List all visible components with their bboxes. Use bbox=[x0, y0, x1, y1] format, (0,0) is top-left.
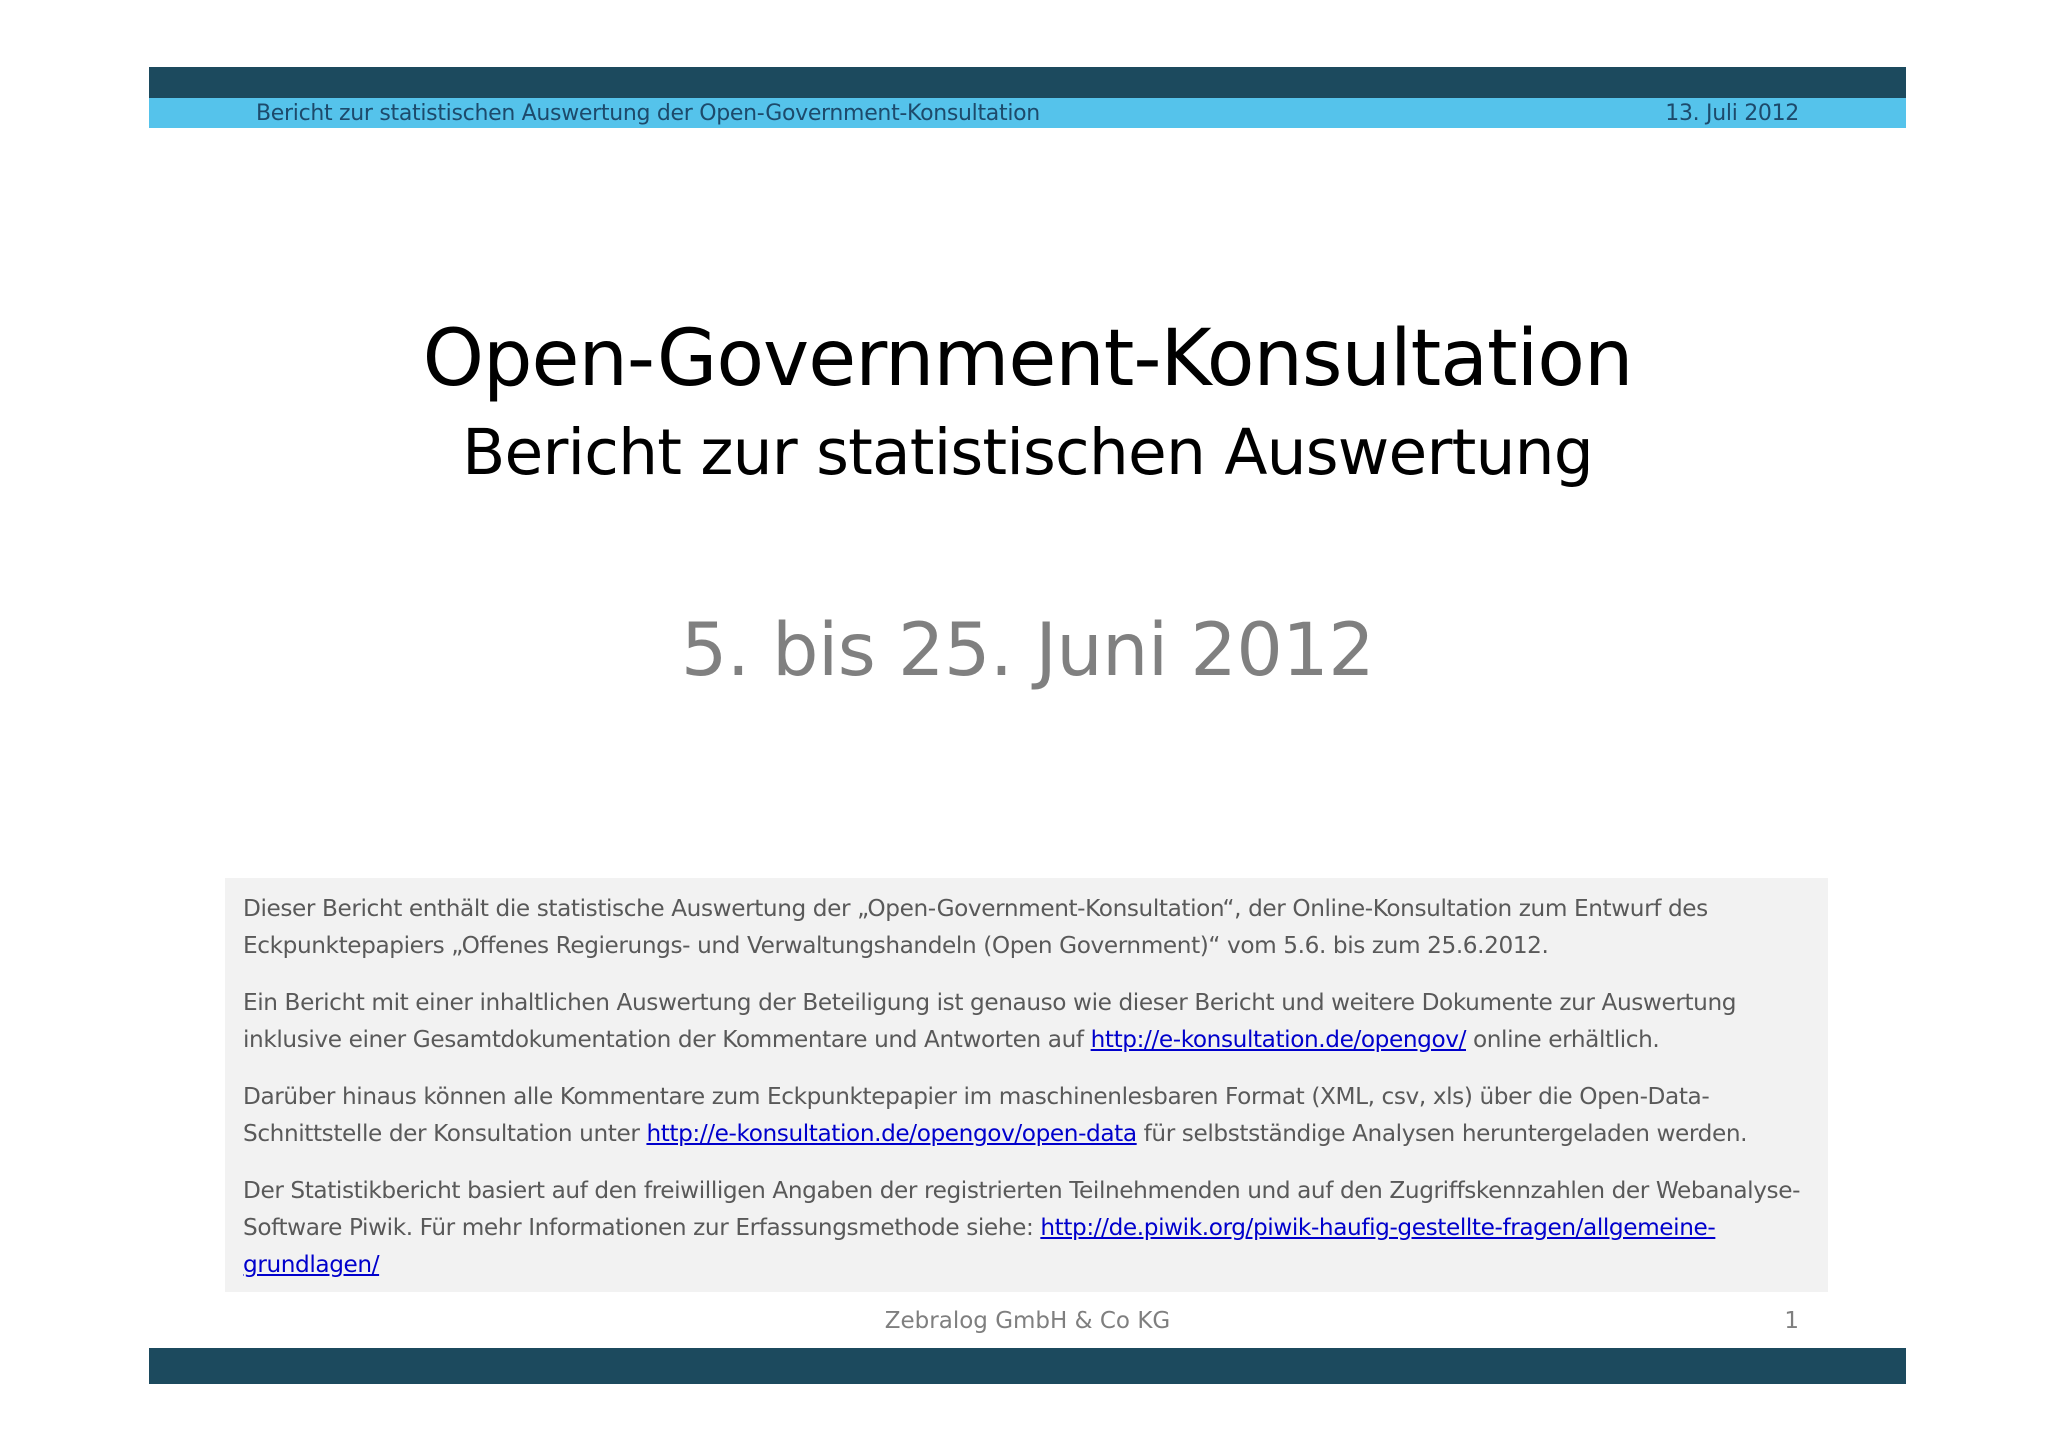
header-title: Bericht zur statistischen Auswertung der Open-Government-Konsultation bbox=[256, 101, 1040, 126]
info-paragraph-2 bbox=[243, 984, 1810, 1058]
info-text: für selbstständige Analysen heruntergeladen werden. bbox=[1136, 1120, 1748, 1147]
info-paragraph-3 bbox=[243, 1078, 1810, 1152]
info-text: Der Statistikbericht basiert auf den freiwilligen Angaben der registrierten Teilnehmenden und auf den Zugriffskennzahlen der Webanalyse-Software Piwik. Für mehr Informationen zur Erfassungsmethode siehe: bbox=[243, 1177, 1801, 1241]
footer-company: Zebralog GmbH & Co KG bbox=[884, 1308, 1171, 1334]
piwik-link[interactable]: http://de.piwik.org/piwik-haufig-gestellte-fragen/allgemeine-grundlagen/ bbox=[243, 1214, 1716, 1278]
slide bbox=[149, 67, 1906, 1384]
info-paragraph-4 bbox=[243, 1172, 1810, 1283]
page-title: Open-Government-Konsultation bbox=[422, 314, 1633, 404]
page-number: 1 bbox=[1784, 1308, 1799, 1334]
date-range: 5. bis 25. Juni 2012 bbox=[680, 608, 1375, 693]
header-date: 13. Juli 2012 bbox=[1665, 101, 1799, 126]
info-text: Darüber hinaus können alle Kommentare zum Eckpunktepapier im maschinenlesbaren Format (XML, csv, xls) über die Open-Data-Schnittstelle der Konsultation unter bbox=[243, 1083, 1710, 1147]
open-data-link[interactable]: http://e-konsultation.de/opengov/open-data bbox=[646, 1120, 1137, 1147]
info-box bbox=[225, 878, 1828, 1292]
info-paragraph-1: Dieser Bericht enthält die statistische Auswertung der „Open-Government-Konsultation“, der Online-Konsultation zum Entwurf des Eckpunktepapiers „Offenes Regierungs- und Verwaltungshandeln (Open Government)“ vom 5.6. bis zum 25.6.2012. bbox=[243, 895, 1708, 959]
info-text: online erhältlich. bbox=[1466, 1026, 1660, 1053]
page-subtitle: Bericht zur statistischen Auswertung bbox=[462, 416, 1593, 489]
footer-bar bbox=[149, 1348, 1906, 1384]
opengov-link[interactable]: http://e-konsultation.de/opengov/ bbox=[1090, 1026, 1466, 1053]
info-text: Ein Bericht mit einer inhaltlichen Auswertung der Beteiligung ist genauso wie dieser Bericht und weitere Dokumente zur Auswertung inklusive einer Gesamtdokumentation der Kommentare und Antworten auf bbox=[243, 989, 1737, 1053]
header-bar-dark bbox=[149, 67, 1906, 98]
